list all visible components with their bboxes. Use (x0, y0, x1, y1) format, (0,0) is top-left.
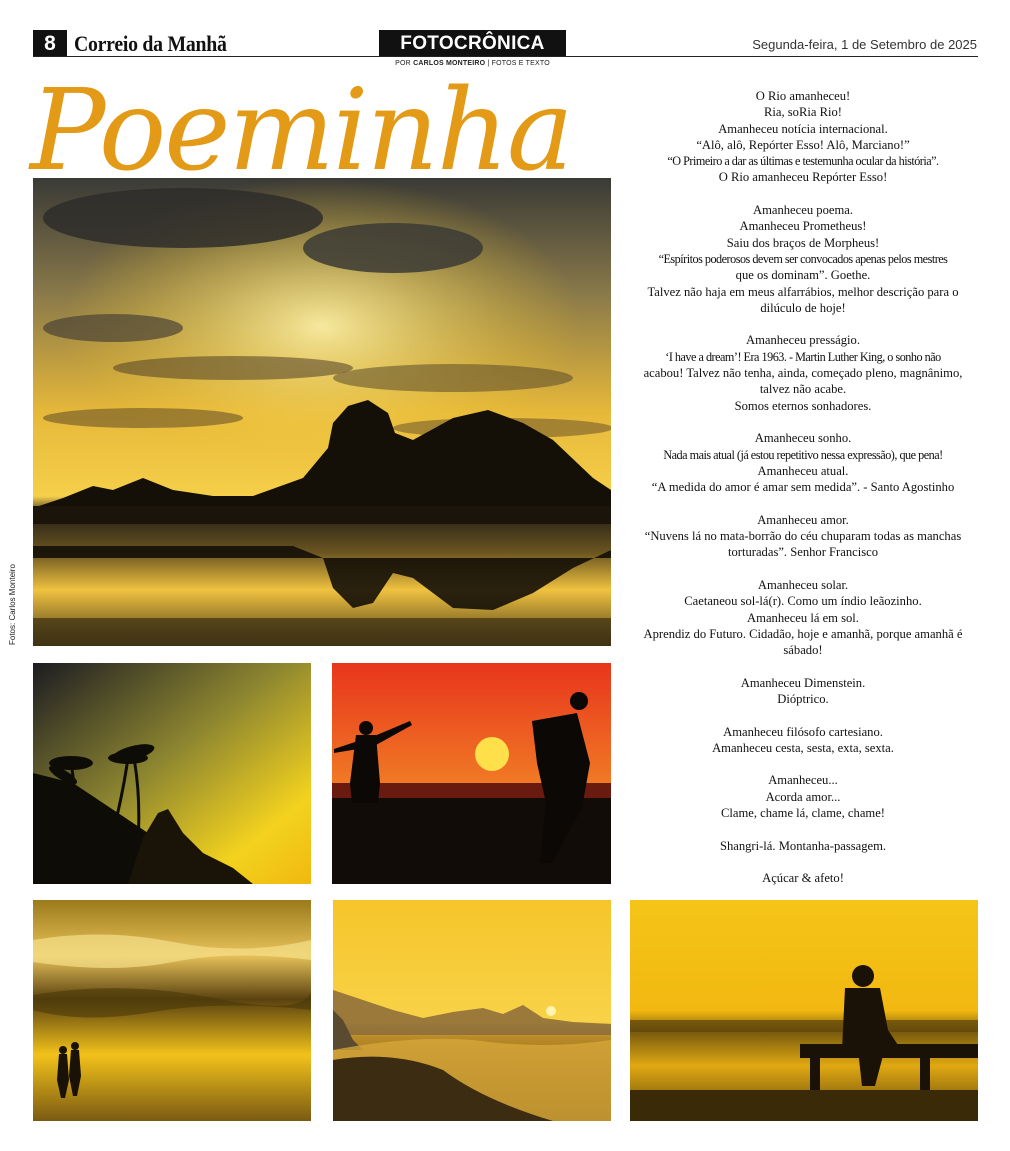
poem-stanza (628, 430, 978, 495)
poem-line: Amanheceu Prometheus! (739, 219, 867, 234)
poem-line: Caetaneou sol-lá(r). Como um índio leãozinho. (684, 594, 922, 609)
poem-stanza (628, 577, 978, 658)
poem-stanza (628, 332, 978, 413)
byline-author: CARLOS MONTEIRO (413, 60, 486, 67)
poem-line: Saiu dos braços de Morpheus! (726, 235, 880, 250)
photo-palm-trees (33, 663, 311, 884)
photo-man-on-bench (630, 900, 978, 1121)
poem-line: Amanheceu atual. (757, 463, 849, 478)
poem-line: Amanheceu sonho. (754, 431, 852, 446)
poem-line: “Nuvens lá no mata-borrão do céu chuparam todas as manchas (644, 529, 962, 544)
newspaper-masthead: Correio da Manhã (74, 31, 227, 56)
poem-line: ‘I have a dream’! Era 1963. - Martin Luther King, o sonho não (665, 349, 941, 364)
poem-line: Shangri-lá. Montanha-passagem. (719, 838, 887, 853)
photo-beach-walkers (33, 900, 311, 1121)
poem-stanza (628, 870, 978, 886)
poem-line: talvez não acabe. (759, 382, 847, 397)
poem-line: Amanheceu Dimenstein. (740, 675, 866, 690)
poem-line: Ria, soRia Rio! (763, 105, 842, 120)
poem-line: Amanheceu cesta, sesta, exta, sexta. (712, 740, 894, 755)
poem-line: Aprendiz do Futuro. Cidadão, hoje e amanhã, porque amanhã é (643, 626, 963, 641)
header-divider (33, 56, 978, 57)
photo-couple-red-sunset (332, 663, 611, 884)
sugarloaf-sunset-image (33, 178, 611, 646)
photo-credit: Fotos: Carlos Monteiro (8, 564, 17, 645)
man-on-bench-image (630, 900, 978, 1121)
poem-line: Somos eternos sonhadores. (734, 398, 872, 413)
poem-line: dilúculo de hoje! (760, 300, 846, 315)
poem-line: Amanheceu poema. (752, 203, 853, 218)
poem-line: Amanheceu solar. (757, 577, 849, 592)
poem-line: Amanheceu filósofo cartesiano. (723, 724, 883, 739)
poem-stanza (628, 838, 978, 854)
beach-walkers-image (33, 900, 311, 1121)
copacabana-coast-image (333, 900, 611, 1121)
poem-stanza (628, 202, 978, 316)
poem-line: Amanheceu lá em sol. (747, 610, 859, 625)
poem-line: acabou! Talvez não tenha, ainda, começado pleno, magnânimo, (643, 366, 963, 381)
photo-sugarloaf-sunset (33, 178, 611, 646)
photo-copacabana-coast (333, 900, 611, 1121)
poem-line: “O Primeiro a dar as últimas e testemunha ocular da história”. (667, 154, 939, 169)
poem-line: Dióptrico. (777, 691, 829, 706)
poem-stanza (628, 512, 978, 561)
poem-line: torturadas”. Senhor Francisco (727, 545, 879, 560)
poem-line: que os dominam”. Goethe. (735, 268, 871, 283)
page-number: 8 (33, 30, 67, 57)
poem-line: Amanheceu... (768, 773, 838, 788)
poem-line: “A medida do amor é amar sem medida”. - Santo Agostinho (651, 480, 955, 495)
poem-line: Amanheceu presságio. (745, 333, 860, 348)
poem-stanza (628, 88, 978, 186)
poem-stanza (628, 675, 978, 708)
section-label: FOTOCRÔNICA (379, 30, 566, 57)
poem-line: O Rio amanheceu! (755, 89, 851, 103)
byline-prefix: POR (395, 60, 411, 67)
poem-line: Clame, chame lá, clame, chame! (721, 806, 885, 821)
poem-line: Talvez não haja em meus alfarrábios, melhor descrição para o (647, 284, 959, 299)
issue-date: Segunda-feira, 1 de Setembro de 2025 (752, 37, 977, 52)
poem-stanza (628, 724, 978, 757)
poem-line: Amanheceu notícia internacional. (718, 121, 888, 136)
poem-stanza (628, 772, 978, 821)
poem-line: Açúcar & afeto! (762, 871, 844, 886)
poem-text (628, 88, 978, 903)
poem-line: O Rio amanheceu Repórter Esso! (718, 170, 888, 185)
poem-line: “Alô, alô, Repórter Esso! Alô, Marciano!” (696, 137, 910, 152)
poem-line: “Espíritos poderosos devem ser convocados apenas pelos mestres (658, 251, 948, 266)
poem-line: Nada mais atual (já estou repetitivo nessa expressão), que pena! (663, 447, 943, 462)
couple-red-sunset-image (332, 663, 611, 884)
poem-line: Acorda amor... (765, 789, 841, 804)
byline-suffix: | FOTOS E TEXTO (487, 60, 550, 67)
article-title: Poeminha (30, 66, 572, 196)
poem-line: sábado! (783, 643, 823, 658)
poem-line: Amanheceu amor. (757, 512, 849, 527)
palm-trees-image (33, 663, 311, 884)
